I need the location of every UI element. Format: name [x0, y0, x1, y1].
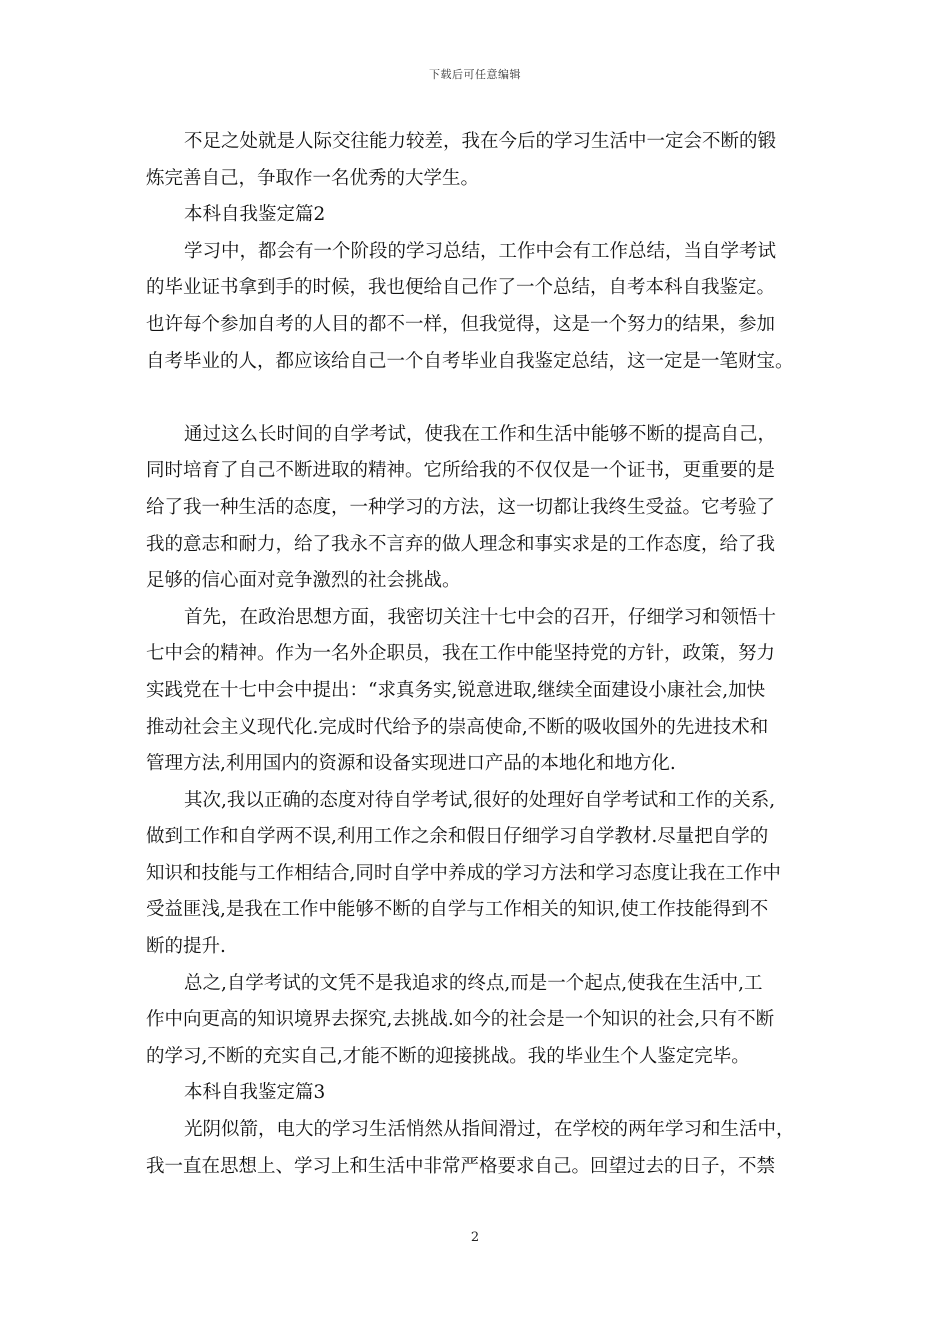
paragraph-line: 实践党在十七中会中提出：“求真务实,锐意进取,继续全面建设小康社会,加快 [146, 679, 766, 701]
blank-line [146, 380, 814, 417]
paragraph-line: 我的意志和耐力，给了我永不言弃的做人理念和事实求是的工作态度，给了我 [146, 533, 776, 555]
paragraph-line: 首先，在政治思想方面，我密切关注十七中会的召开，仔细学习和领悟十 [184, 606, 777, 628]
paragraph-line: 同时培育了自己不断进取的精神。它所给我的不仅仅是一个证书，更重要的是 [146, 460, 776, 482]
section-heading: 本科自我鉴定篇2 [184, 204, 326, 226]
paragraph-line: 通过这么长时间的自学考试，使我在工作和生活中能够不断的提高自己， [184, 423, 777, 445]
section-heading: 本科自我鉴定篇3 [184, 1082, 326, 1104]
paragraph-line: 的毕业证书拿到手的时候，我也便给自己作了一个总结，自考本科自我鉴定。 [146, 277, 776, 299]
paragraph-line: 做到工作和自学两不误,利用工作之余和假日仔细学习自学教材.尽量把自学的 [146, 826, 769, 848]
paragraph-line: 足够的信心面对竞争激烈的社会挑战。 [146, 570, 461, 592]
paragraph-line: 也许每个参加自考的人目的都不一样，但我觉得，这是一个努力的结果，参加 [146, 313, 776, 335]
paragraph-line: 推动社会主义现代化.完成时代给予的崇高使命,不断的吸收国外的先进技术和 [146, 716, 769, 738]
paragraph-line: 断的提升. [146, 936, 226, 958]
paragraph-line: 给了我一种生活的态度，一种学习的方法，这一切都让我终生受益。它考验了 [146, 496, 776, 518]
paragraph-line: 受益匪浅,是我在工作中能够不断的自学与工作相关的知识,使工作技能得到不 [146, 899, 769, 921]
paragraph-line: 总之,自学考试的文凭不是我追求的终点,而是一个起点,使我在生活中,工 [184, 972, 763, 994]
paragraph-line: 我一直在思想上、学习上和生活中非常严格要求自己。回望过去的日子，不禁 [146, 1155, 776, 1177]
page-number: 2 [470, 1230, 480, 1245]
paragraph-line: 炼完善自己，争取作一名优秀的大学生。 [146, 167, 480, 189]
paragraph-line: 知识和技能与工作相结合,同时自学中养成的学习方法和学习态度让我在工作中 [146, 862, 781, 884]
paragraph-line: 七中会的精神。作为一名外企职员，我在工作中能坚持党的方针，政策，努力 [146, 643, 776, 665]
paragraph-line: 学习中，都会有一个阶段的学习总结，工作中会有工作总结，当自学考试 [184, 240, 777, 262]
paragraph-line: 自考毕业的人，都应该给自己一个自考毕业自我鉴定总结，这一定是一笔财宝。 [146, 350, 794, 372]
paragraph-line: 管理方法,利用国内的资源和设备实现进口产品的本地化和地方化. [146, 753, 676, 775]
paragraph-line: 其次,我以正确的态度对待自学考试,很好的处理好自学考试和工作的关系, [184, 789, 776, 811]
page-header-note: 下载后可任意编辑 [429, 68, 521, 81]
document-body [146, 124, 814, 1185]
paragraph-line: 不足之处就是人际交往能力较差，我在今后的学习生活中一定会不断的锻 [184, 131, 777, 152]
paragraph-line: 光阴似箭，电大的学习生活悄然从指间滑过，在学校的两年学习和生活中， [184, 1119, 795, 1141]
paragraph-line: 作中向更高的知识境界去探究,去挑战.如今的社会是一个知识的社会,只有不断 [146, 1009, 775, 1031]
paragraph-line: 的学习,不断的充实自己,才能不断的迎接挑战。我的毕业生个人鉴定完毕。 [146, 1045, 750, 1067]
